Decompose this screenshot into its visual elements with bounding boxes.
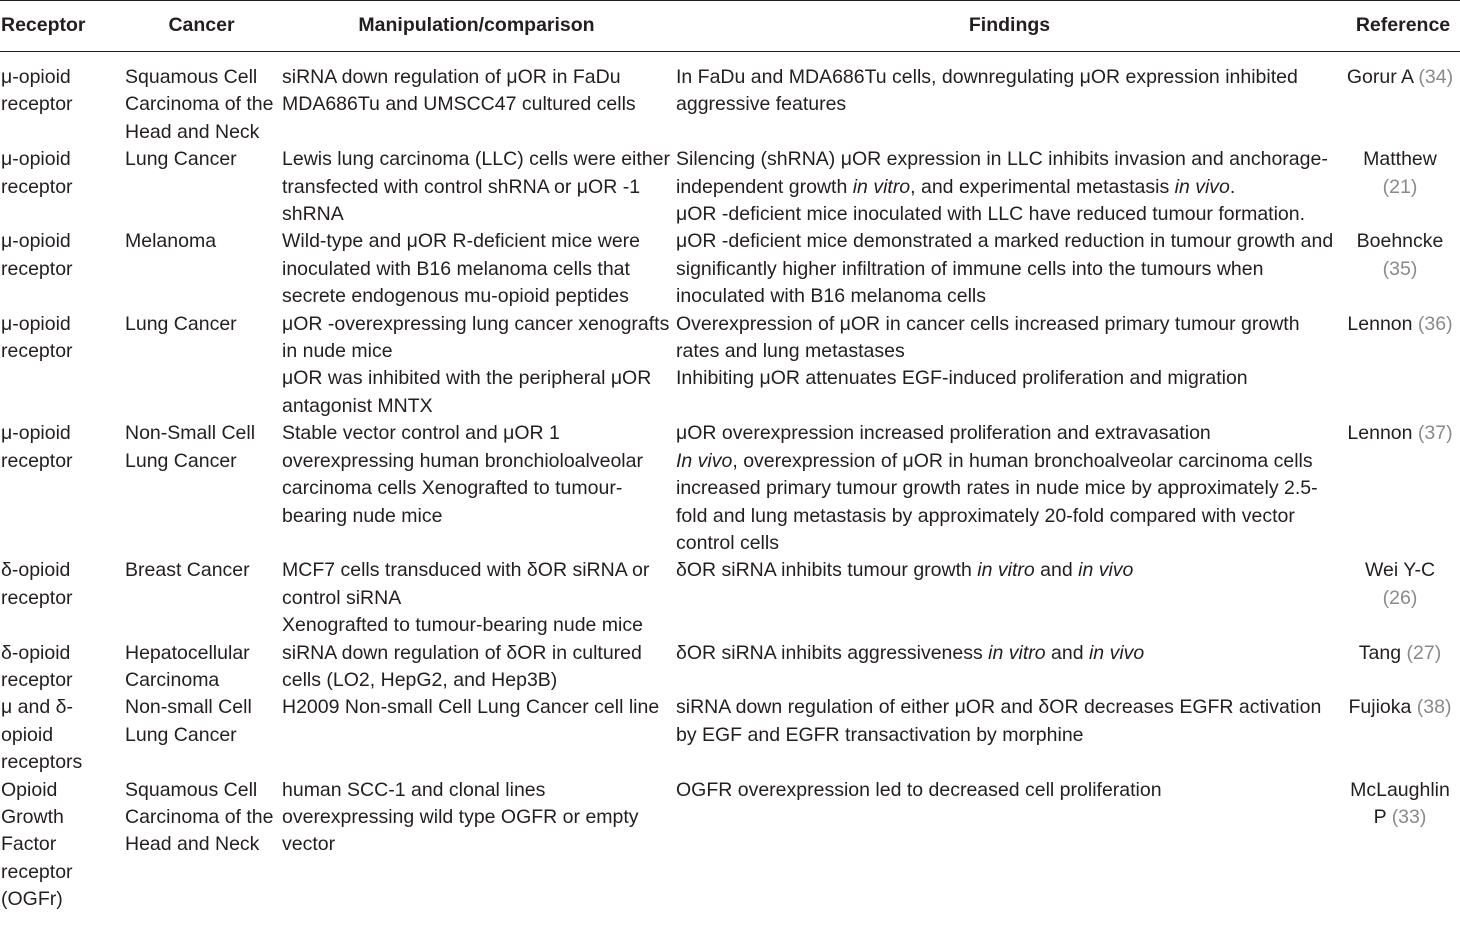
reference-author: Matthew xyxy=(1363,148,1437,171)
reference-author: Lennon xyxy=(1347,422,1413,445)
reference-author: Fujioka xyxy=(1348,696,1412,719)
cell-receptor: μ-opioid receptor xyxy=(1,66,73,116)
cell-findings xyxy=(673,52,1346,147)
finding-line: In FaDu and MDA686Tu cells, downregulating μOR expression inhibited aggressive features xyxy=(676,66,1298,116)
header-findings: Findings xyxy=(673,1,1346,52)
reference-author: Boehncke xyxy=(1356,230,1444,253)
reference-link[interactable]: (37) xyxy=(1417,422,1453,445)
reference-link[interactable]: (34) xyxy=(1418,66,1454,88)
table-row xyxy=(0,228,1460,310)
finding-line: siRNA down regulation of either μOR and δOR decreases EGFR activation by EGF and EGFR transactivation by morphine xyxy=(676,696,1322,746)
header-cancer: Cancer xyxy=(123,1,280,52)
cell-reference xyxy=(1346,146,1460,228)
cell-findings xyxy=(673,557,1346,639)
reference-link[interactable]: (33) xyxy=(1391,805,1427,828)
table-row xyxy=(0,146,1460,228)
header-receptor: Receptor xyxy=(0,1,123,52)
finding-line: μOR -deficient mice demonstrated a marked reduction in tumour growth and significantly higher infiltration of immune cells into the tumours when inoculated with B16 melanoma cells xyxy=(676,230,1334,308)
reference-author: Wei Y-C xyxy=(1364,559,1436,582)
finding-line: δOR siRNA inhibits aggressiveness in vitro and in vivo xyxy=(676,641,1145,664)
finding-line: δOR siRNA inhibits tumour growth in vitro and in vivo xyxy=(676,559,1134,582)
table-row xyxy=(0,52,1460,147)
cell-cancer: Breast Cancer xyxy=(125,559,250,582)
finding-line: μOR -deficient mice inoculated with LLC have reduced tumour formation. xyxy=(676,203,1306,226)
cell-reference xyxy=(1346,52,1460,147)
table-row xyxy=(0,311,1460,421)
manipulation-line: siRNA down regulation of μOR in FaDu MDA686Tu and UMSCC47 cultured cells xyxy=(282,66,636,116)
cell-findings xyxy=(673,777,1346,914)
cell-findings xyxy=(673,146,1346,228)
cell-manipulation xyxy=(280,420,673,557)
cell-reference xyxy=(1346,420,1460,557)
cell-cancer: Non-Small Cell Lung Cancer xyxy=(125,422,256,472)
cell-receptor: μ and δ-opioid receptors xyxy=(1,696,83,774)
manipulation-line: Wild-type and μOR R-deficient mice were inoculated with B16 melanoma cells that secrete endogenous mu-opioid peptides xyxy=(282,230,641,308)
manipulation-line: Xenografted to tumour-bearing nude mice xyxy=(282,614,643,637)
reference-link[interactable]: (35) xyxy=(1382,257,1418,280)
cell-manipulation xyxy=(280,777,673,914)
cell-receptor: μ-opioid receptor xyxy=(1,422,73,472)
cell-reference xyxy=(1346,311,1460,421)
manipulation-line: H2009 Non-small Cell Lung Cancer cell line xyxy=(282,696,660,719)
cell-findings xyxy=(673,311,1346,421)
manipulation-line: siRNA down regulation of δOR in cultured cells (LO2, HepG2, and Hep3B) xyxy=(282,641,642,691)
cell-findings xyxy=(673,228,1346,310)
reference-link[interactable]: (36) xyxy=(1417,312,1453,335)
finding-line: In vivo, overexpression of μOR in human bronchoalveolar carcinoma cells increased primary tumour growth rates in nude mice by approximately 2.5-fold and lung metastasis by approximately 20-fold compared with vector control cells xyxy=(676,449,1318,554)
cell-receptor: μ-opioid receptor xyxy=(1,230,73,280)
cell-cancer: Squamous Cell Carcinoma of the Head and Neck xyxy=(125,66,274,143)
cell-manipulation xyxy=(280,311,673,421)
cell-reference xyxy=(1346,640,1460,695)
reference-link[interactable]: (38) xyxy=(1416,696,1452,719)
cell-cancer: Lung Cancer xyxy=(125,148,237,171)
cell-receptor: Opioid Growth Factor receptor (OGFr) xyxy=(1,778,73,911)
manipulation-line: Stable vector control and μOR 1 overexpressing human bronchioloalveolar carcinoma cells Xenografted to tumour-bearing nude mice xyxy=(282,422,643,527)
header-manipulation: Manipulation/comparison xyxy=(280,1,673,52)
table-row xyxy=(0,694,1460,776)
cell-manipulation xyxy=(280,557,673,639)
table-row xyxy=(0,420,1460,557)
manipulation-line: human SCC-1 and clonal lines overexpressing wild type OGFR or empty vector xyxy=(282,778,639,856)
cell-reference xyxy=(1346,777,1460,914)
cell-reference xyxy=(1346,694,1460,776)
cell-manipulation xyxy=(280,228,673,310)
reference-author: McLaughlin P xyxy=(1350,778,1450,828)
cell-cancer: Non-small Cell Lung Cancer xyxy=(125,696,252,746)
finding-line: Overexpression of μOR in cancer cells increased primary tumour growth rates and lung metastases xyxy=(676,312,1300,363)
reference-author: Tang xyxy=(1358,641,1402,664)
table-row xyxy=(0,557,1460,639)
cell-reference xyxy=(1346,557,1460,639)
cell-cancer: Melanoma xyxy=(125,230,217,253)
finding-line: Silencing (shRNA) μOR expression in LLC inhibits invasion and anchorage-independent growth in vitro, and experimental metastasis in vivo. xyxy=(676,148,1328,198)
cell-receptor: δ-opioid receptor xyxy=(1,559,73,609)
cell-manipulation xyxy=(280,640,673,695)
cell-receptor: δ-opioid receptor xyxy=(1,641,73,691)
header-reference: Reference xyxy=(1346,1,1460,52)
cell-findings xyxy=(673,640,1346,695)
finding-line: OGFR overexpression led to decreased cell proliferation xyxy=(676,778,1162,801)
manipulation-line: MCF7 cells transduced with δOR siRNA or control siRNA xyxy=(282,559,650,609)
table-header xyxy=(0,1,1460,52)
cell-cancer: Squamous Cell Carcinoma of the Head and Neck xyxy=(125,778,274,856)
cell-findings xyxy=(673,694,1346,776)
manipulation-line: μOR -overexpressing lung cancer xenografts in nude mice xyxy=(282,312,670,363)
cell-manipulation xyxy=(280,694,673,776)
table-row xyxy=(0,777,1460,914)
reference-link[interactable]: (27) xyxy=(1406,641,1442,664)
reference-link[interactable]: (21) xyxy=(1382,175,1418,198)
cell-receptor: μ-opioid receptor xyxy=(1,312,73,363)
reference-author: Lennon xyxy=(1347,312,1413,335)
table-body xyxy=(0,52,1460,914)
manipulation-line: Lewis lung carcinoma (LLC) cells were either transfected with control shRNA or μOR -1 shRNA xyxy=(282,148,670,226)
cell-manipulation xyxy=(280,146,673,228)
cell-reference xyxy=(1346,228,1460,310)
finding-line: μOR overexpression increased proliferation and extravasation xyxy=(676,422,1211,445)
reference-author: Gorur A xyxy=(1346,66,1413,88)
cell-manipulation xyxy=(280,52,673,147)
cell-cancer: Lung Cancer xyxy=(125,312,237,335)
cell-receptor: μ-opioid receptor xyxy=(1,148,73,198)
reference-link[interactable]: (26) xyxy=(1382,586,1418,609)
table-row xyxy=(0,640,1460,695)
cell-findings xyxy=(673,420,1346,557)
manipulation-line: μOR was inhibited with the peripheral μOR antagonist MNTX xyxy=(282,367,652,417)
finding-line: Inhibiting μOR attenuates EGF-induced proliferation and migration xyxy=(676,367,1248,390)
cell-cancer: Hepatocellular Carcinoma xyxy=(125,641,250,691)
